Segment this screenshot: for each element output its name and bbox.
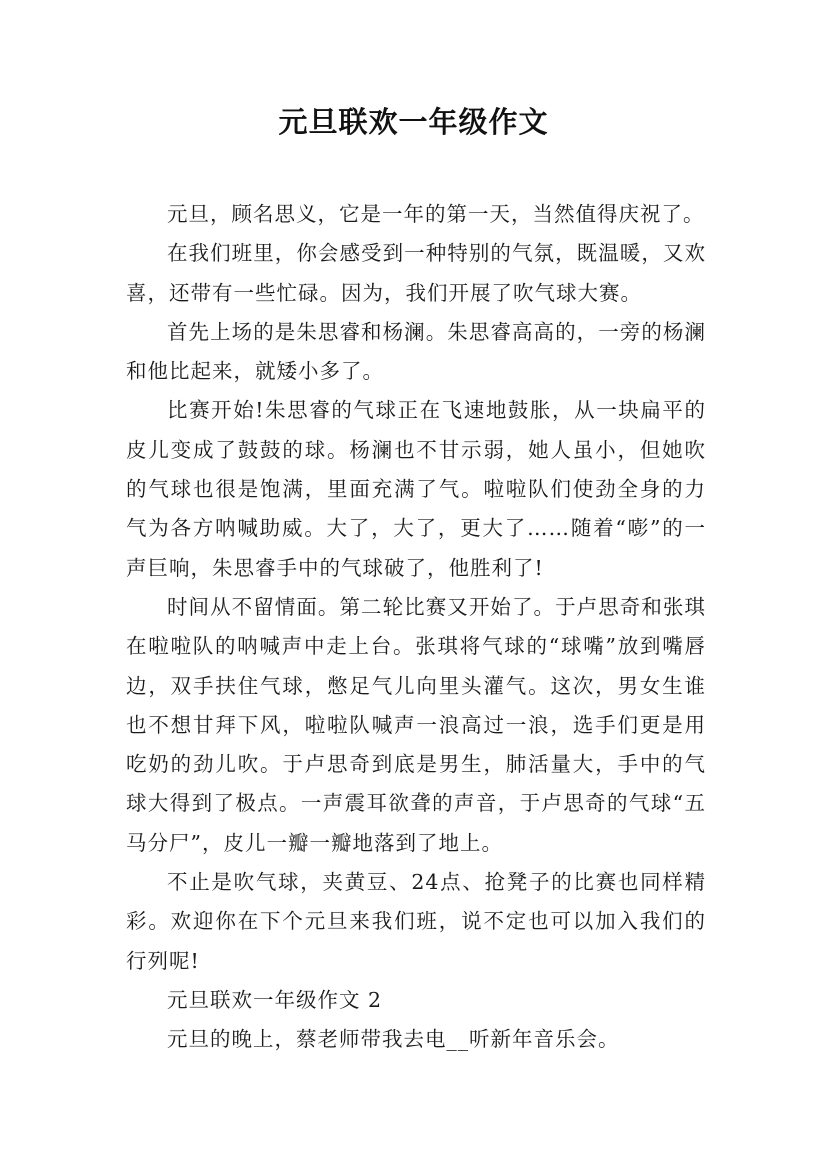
paragraph: 不止是吹气球，夹黄豆、24点、抢凳子的比赛也同样精彩。欢迎你在下个元旦来我们班，说不定也可以加入我们的行列呢! [126,870,706,973]
paragraph: 时间从不留情面。第二轮比赛又开始了。于卢思奇和张琪在啦啦队的呐喊声中走上台。张琪将气球的“球嘴”放到嘴唇边，双手扶住气球，憋足气儿向里头灌气。这次，男女生谁也不想甘拜下风，啦啦队喊声一浪高过一浪，选手们更是用吃奶的劲儿吹。于卢思奇到底是男生，肺活量大，手中的气球大得到了极点。一声震耳欲聋的声音，于卢思奇的气球“五马分尸”，皮儿一瓣一瓣地落到了地上。 [126,594,706,855]
section-heading: 元旦联欢一年级作文 2 [167,987,383,1012]
paragraph: 元旦，顾名思义，它是一年的第一天，当然值得庆祝了。 [167,202,705,226]
document-title: 元旦联欢一年级作文 [278,105,549,139]
paragraph: 比赛开始!朱思睿的气球正在飞速地鼓胀，从一块扁平的皮儿变成了鼓鼓的球。杨澜也不甘示弱，她人虽小，但她吹的气球也很是饱满，里面充满了气。啦啦队们使劲全身的力气为各方呐喊助威。大了，大了，更大了……随着“嘭”的一声巨响，朱思睿手中的气球破了，他胜利了! [126,398,706,580]
paragraph: 首先上场的是朱思睿和杨澜。朱思睿高高的，一旁的杨澜和他比起来，就矮小多了。 [126,319,706,384]
paragraph: 在我们班里，你会感受到一种特别的气氛，既温暖，又欢喜，还带有一些忙碌。因为，我们开展了吹气球大赛。 [126,241,706,305]
document-body [126,195,706,1060]
paragraph: 元旦的晚上，蔡老师带我去电__听新年音乐会。 [167,1027,620,1052]
